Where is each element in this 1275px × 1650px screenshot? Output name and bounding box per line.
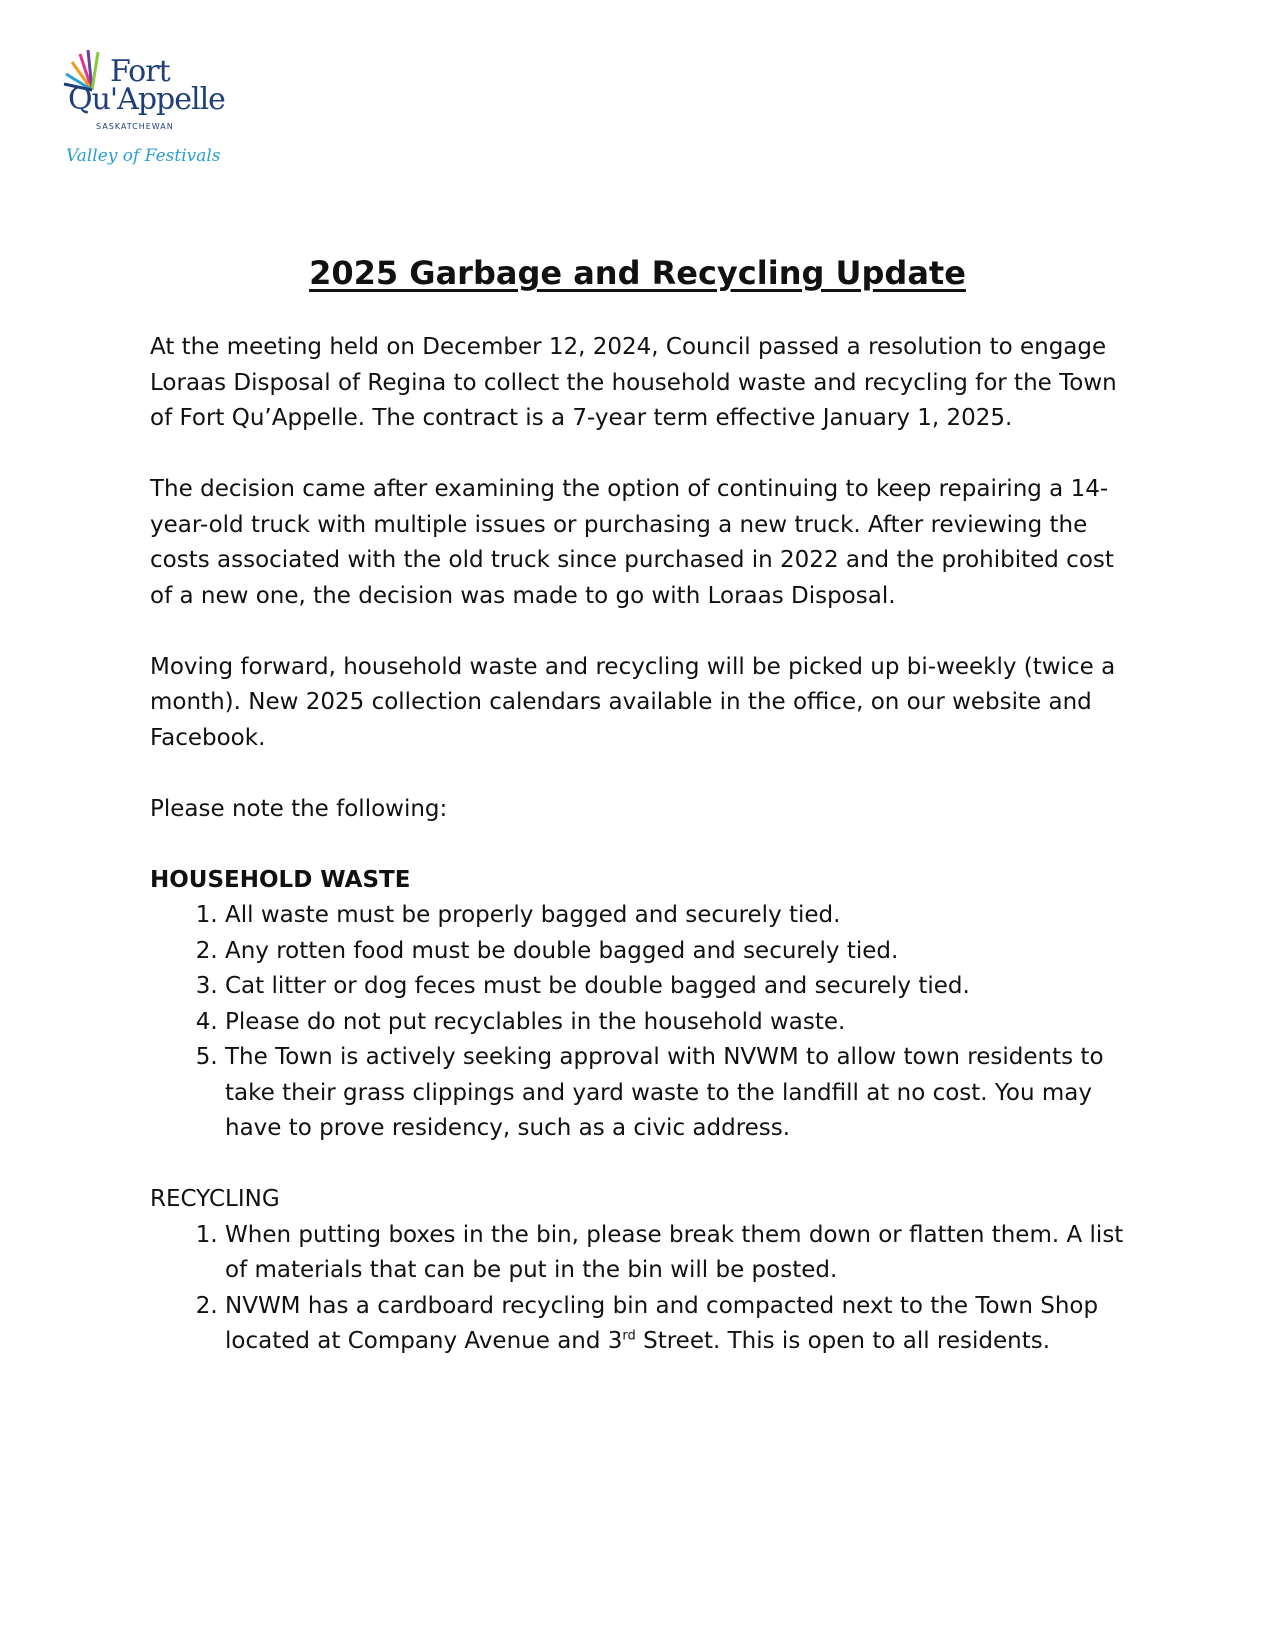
logo-word-fort: Fort — [110, 54, 170, 89]
paragraph-note: Please note the following: — [150, 795, 448, 822]
list-item: 5. The Town is actively seeking approval with NVWM to allow town residents to take their grass clippings and yard waste to the landfill at no cost. You may have to prove residency, such as a civic address. — [225, 1040, 1140, 1147]
recycling-item2-text: NVWM has a cardboard recycling bin and compacted next to the Town Shop located at Company Avenue and 3 — [225, 1292, 1099, 1354]
household-waste-heading: HOUSEHOLD WASTE — [150, 866, 411, 893]
paragraph-decision: The decision came after examining the option of continuing to keep repairing a 14-year-old truck with multiple issues or purchasing a new truck. After reviewing the costs associated with the old truck since purchased in 2022 and the prohibited cost of a new one, the decision was made to go with Loraas Disposal. — [150, 476, 1114, 609]
document-body — [150, 330, 1140, 1395]
list-item — [225, 1289, 1140, 1360]
list-item: 1. All waste must be properly bagged and securely tied. — [225, 898, 1140, 934]
household-waste-list — [150, 898, 1140, 1147]
list-item: 3. Cat litter or dog feces must be double bagged and securely tied. — [225, 969, 1140, 1005]
paragraph-schedule: Moving forward, household waste and recycling will be picked up bi-weekly (twice a month). New 2025 collection calendars available in the office, on our website and Facebook. — [150, 653, 1116, 751]
recycling-list — [150, 1218, 1140, 1360]
page-title: 2025 Garbage and Recycling Update — [309, 254, 966, 292]
list-item: 4. Please do not put recyclables in the household waste. — [225, 1005, 1140, 1041]
paragraph-contract: At the meeting held on December 12, 2024, Council passed a resolution to engage Loraas Disposal of Regina to collect the household waste and recycling for the Town of Fort Qu’Appelle. The contract is a 7-year term effective January 1, 2025. — [150, 334, 1117, 431]
list-item: 2. Any rotten food must be double bagged and securely tied. — [225, 934, 1140, 970]
recycling-heading: RECYCLING — [150, 1186, 280, 1212]
logo-tagline: Valley of Festivals — [66, 146, 221, 166]
logo-region: SASKATCHEWAN — [96, 122, 174, 131]
recycling-item2-text-end: Street. This is open to all residents. — [635, 1328, 1051, 1354]
ordinal-suffix: rd — [622, 1328, 636, 1344]
list-item: 1. When putting boxes in the bin, please break them down or flatten them. A list of materials that can be put in the bin will be posted. — [225, 1218, 1140, 1289]
fort-quappelle-logo — [62, 46, 225, 174]
logo-word-quappelle: Qu'Appelle — [68, 82, 225, 117]
